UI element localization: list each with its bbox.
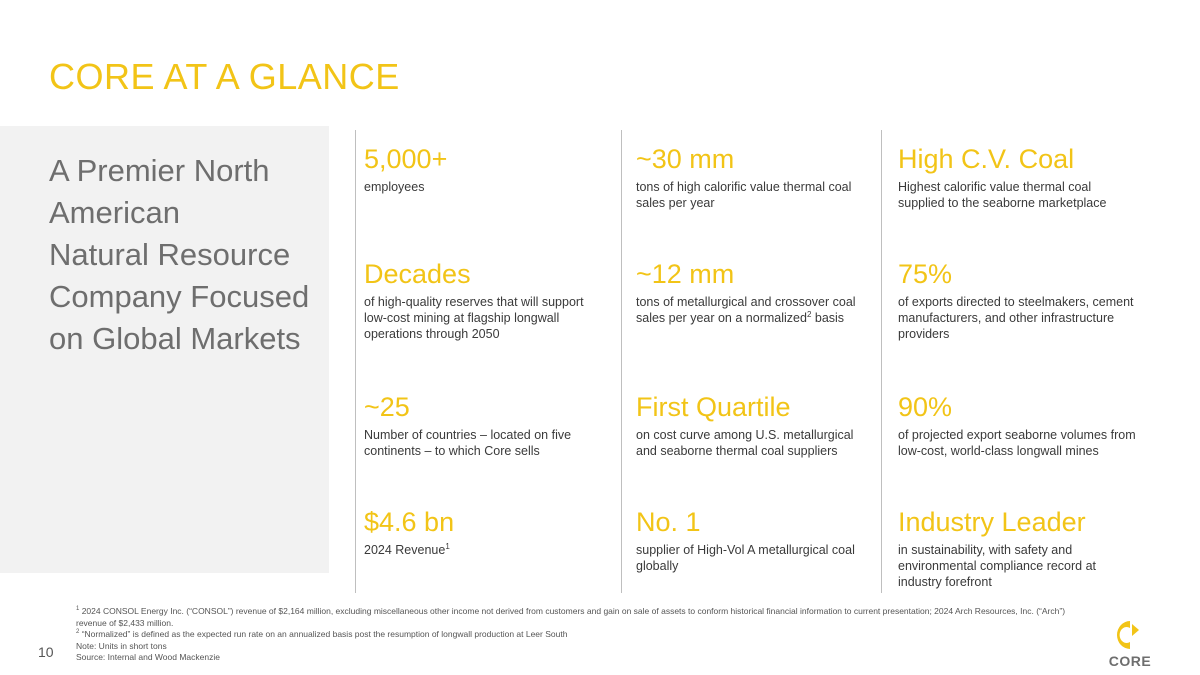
footnote-marker: 2 <box>76 629 80 636</box>
stat-seaborne-volumes <box>898 391 1138 459</box>
stat-description: of exports directed to steelmakers, cement manufacturers, and other infrastructure providers <box>898 295 1134 341</box>
stat-value: $4.6 bn <box>364 507 455 537</box>
slide-title: CORE AT A GLANCE <box>49 56 400 97</box>
stat-description: tons of high calorific value thermal coal sales per year <box>636 180 852 210</box>
stat-description <box>636 294 876 326</box>
tagline-line: on Global Markets <box>49 321 301 356</box>
stat-description-text: tons of metallurgical and crossover coal sales per year on a normalized <box>636 295 856 325</box>
stat-industry-leader <box>898 506 1138 590</box>
tagline-line: A Premier North <box>49 153 270 188</box>
stat-value: No. 1 <box>636 507 701 537</box>
footnote-1 <box>76 606 1066 629</box>
footnote-marker: 1 <box>76 606 80 613</box>
stat-value: ~30 mm <box>636 144 735 174</box>
stat-description: of high-quality reserves that will support low-cost mining at flagship longwall operations through 2050 <box>364 295 584 341</box>
stat-description-text: basis <box>811 311 845 325</box>
tagline-line: Natural Resource <box>49 237 291 272</box>
page-number: 10 <box>38 644 54 660</box>
stat-value: ~12 mm <box>636 259 735 289</box>
stat-value: 90% <box>898 392 953 422</box>
stat-value: ~25 <box>364 392 410 422</box>
stat-description: on cost curve among U.S. metallurgical and seaborne thermal coal suppliers <box>636 428 854 458</box>
stat-value: High C.V. Coal <box>898 144 1075 174</box>
stat-revenue <box>364 506 604 558</box>
stat-exports <box>898 258 1138 342</box>
units-note: Note: Units in short tons <box>76 640 167 651</box>
stat-reserves <box>364 258 604 342</box>
source-note: Source: Internal and Wood Mackenzie <box>76 652 220 662</box>
footnote-marker: 1 <box>445 541 450 551</box>
footnote-2 <box>76 629 1066 641</box>
stat-value: First Quartile <box>636 392 791 422</box>
footnote-marker: 2 <box>806 309 812 319</box>
stat-value: 5,000+ <box>364 144 448 174</box>
footnotes <box>76 606 1066 664</box>
tagline <box>49 150 319 360</box>
logo-wordmark: CORE <box>1108 653 1152 669</box>
footnote-text: “Normalized” is defined as the expected run rate on an annualized basis post the resumption of longwall production at Leer South <box>79 629 568 639</box>
column-divider <box>355 130 356 593</box>
stat-value: Decades <box>364 259 471 289</box>
stat-description: of projected export seaborne volumes from low-cost, world-class longwall mines <box>898 428 1136 458</box>
stat-description: Number of countries – located on five continents – to which Core sells <box>364 428 572 458</box>
stat-description-text: 2024 Revenue <box>364 543 446 557</box>
stat-description: Highest calorific value thermal coal supplied to the seaborne marketplace <box>898 180 1107 210</box>
stat-description: in sustainability, with safety and environmental compliance record at industry forefront <box>898 543 1097 589</box>
tagline-line: Company Focused <box>49 279 310 314</box>
core-logo <box>1106 620 1154 670</box>
footnote-text: 2024 CONSOL Energy Inc. (“CONSOL”) revenue of $2,164 million, excluding miscellaneous other income not derived from customers and gain on sale of assets to conform historical financial information to current presentation; 2024 Arch Resources, Inc. (“Arch”) revenue of $2,433 million. <box>76 606 1066 628</box>
stat-description: employees <box>364 180 425 194</box>
stat-value: 75% <box>898 259 953 289</box>
stat-thermal-sales <box>636 143 876 211</box>
stat-met-sales <box>636 258 876 326</box>
stat-countries <box>364 391 604 459</box>
stat-cost-curve <box>636 391 876 459</box>
stat-description <box>364 542 604 558</box>
column-divider <box>621 130 622 593</box>
stat-supplier-rank <box>636 506 876 574</box>
stat-description: supplier of High-Vol A metallurgical coal globally <box>636 543 855 573</box>
stat-value: Industry Leader <box>898 507 1086 537</box>
core-logo-icon <box>1117 620 1143 650</box>
stat-coal-quality <box>898 143 1138 211</box>
stat-employees <box>364 143 604 195</box>
column-divider <box>881 130 882 593</box>
tagline-line: American <box>49 195 180 230</box>
